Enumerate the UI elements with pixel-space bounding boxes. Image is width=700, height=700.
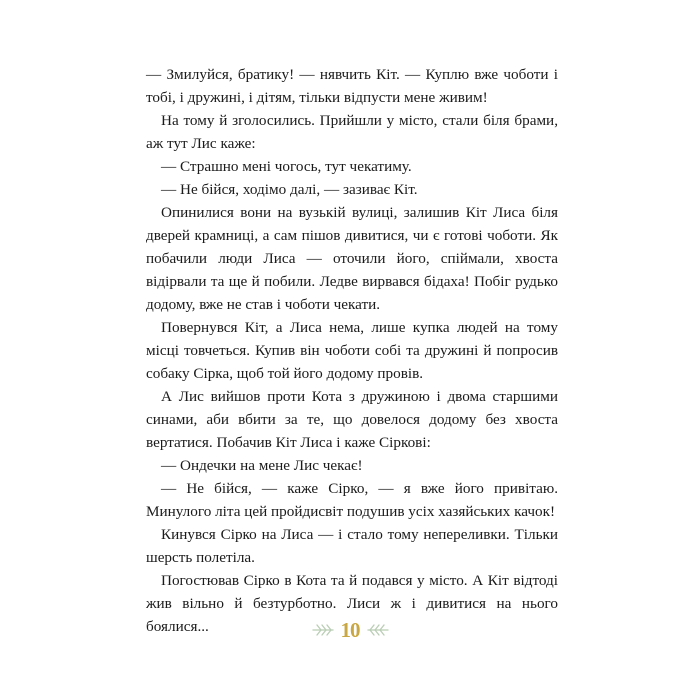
story-text <box>146 63 558 638</box>
paragraph-6: Повернувся Кіт, а Лиса нема, лише купка людей на тому місці товчеться. Купив він чоботи собі та дружині й попросив собаку Сірка, щоб той його додому провів. <box>146 319 558 382</box>
paragraph-11: Погостював Сірко в Кота та й подався у місто. А Кіт відтоді жив вільно й безтурботно. Лиси ж і дивитися на нього боялися... <box>146 572 558 635</box>
paragraph-4: — Не бійся, ходімо далі, — зазиває Кіт. <box>161 181 418 198</box>
paragraph-10: Кинувся Сірко на Лиса — і стало тому непереливки. Тільки шерсть полетіла. <box>146 526 558 566</box>
paragraph-5: Опинилися вони на вузькій вулиці, залишив Кіт Лиса біля дверей крамниці, а сам пішов дивитися, чи є готові чоботи. Як побачили люди Лиса — оточили його, спіймали, хвоста відірвали та ще й побили. Ледве вирвався бідаха! Побіг рудько додому, вже не став і чоботи чекати. <box>146 204 558 313</box>
page-number: 10 <box>340 617 360 642</box>
right-leaf-icon <box>366 622 390 638</box>
page-footer <box>0 615 700 645</box>
paragraph-7: А Лис вийшов проти Кота з дружиною і двома старшими синами, аби вбити за те, що довелося додому без хвоста вертатися. Побачив Кіт Лиса і каже Сіркові: <box>146 388 558 451</box>
paragraph-1: — Змилуйся, братику! — нявчить Кіт. — Куплю вже чоботи і тобі, і дружині, і дітям, тільки відпусти мене живим! <box>146 66 558 106</box>
paragraph-2: На тому й зголосились. Прийшли у місто, стали біля брами, аж тут Лис каже: <box>146 112 558 152</box>
paragraph-3: — Страшно мені чогось, тут чекатиму. <box>161 158 412 175</box>
paragraph-9: — Не бійся, — каже Сірко, — я вже його привітаю. Минулого літа цей пройдисвіт подушив усіх хазяйських качок! <box>146 480 558 520</box>
left-leaf-icon <box>311 622 335 638</box>
paragraph-8: — Ондечки на мене Лис чекає! <box>161 457 363 474</box>
